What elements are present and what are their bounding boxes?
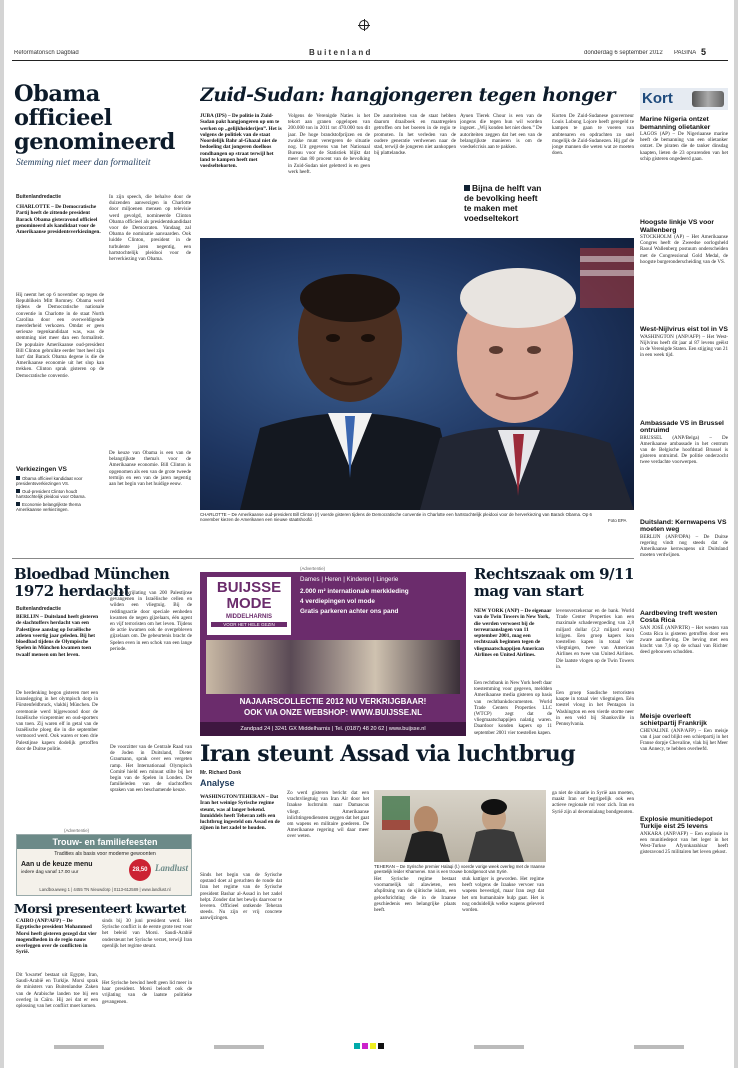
obama-headline: Obama officieel genomineerd [14, 82, 175, 154]
ad-photo-strip [206, 640, 460, 694]
print-marks [14, 1043, 724, 1051]
landlust-deal: Aan u de keuze menu [21, 861, 93, 868]
verkiezingen-item: Oud-president Clinton houdt hartstochtelijk pleidooi voor Obama. [16, 488, 86, 500]
iran-body-4: stuk kattiger is geworden. Het regime heeft volgens de Iraakse vervoer van wapens bevestigd, maar Iran zegt dat het om humanitaire hulp gaat. Het is nog onduidelijk welke wapens geleverd worden. [462, 876, 544, 914]
registration-mark-icon [359, 20, 369, 30]
morsi-body-3: Het Syrische bewind heeft geen lid meer in haar president. Morsi belooft ook de vrijlating van de laatste politieke gevangenen. [102, 980, 192, 1005]
ad-banner-1: NAJAARSCOLLECTIE 2012 NU VERKRIJGBAAR! [239, 697, 427, 706]
iran-body-3: Het Syrische regime bestaat voornamelijk uit alawieten, een afsplitsing van de sjiitische islam, een geloofsrichting die in de Iraanse geschiedenis een belangrijke plaats heeft. [374, 876, 456, 914]
logo-line-2: MODE [226, 595, 272, 612]
munchen-credit: Buitenlandredactie [16, 606, 62, 612]
ad-line-2: 4 verdiepingen vol mode [300, 598, 375, 605]
kort-item-heading: Marine Nigeria ontzet bemanning olietanker [640, 116, 711, 131]
landlust-subhead: Tradities als basis voor moderne gewoonten [54, 851, 156, 857]
sudan-col-3: De autoriteiten van de staat hebben daarom draaiboek en maatregelen getroffen om het boeren in de regio te promoten. In het verleden van de oudere generatie verdwenen naar de stad, terwijl de jongeren niet aankoppen bij plattelandse. [374, 113, 456, 157]
sudan-col-5: Korten De Zuid-Sudanese gouverneur Louis Lobong Lojore heeft geregeld te kampen te gaan te voeren van ambtenaren en opdrachten zo snel mogelijk de Zuid-Sudanezen. Hij gaf de jonge mannen die weten wat ze moeten doen. [552, 113, 634, 157]
logo-line-4: VOOR HET HELE GEZIN [211, 622, 287, 627]
logo-line-3: MIDDELHARNIS [226, 614, 272, 620]
morsi-body-2: sinds bij 30 juni president werd. Het Syrische conflict is de eerste grote test voor het beleid van Morsi. Saudi-Arabië ondersteunt het Syrische verzet, terwijl Iran openlijk het regime steunt. [102, 918, 192, 949]
page-date: donderdag 6 september 2012 [584, 50, 663, 56]
ad-tag-2: (Advertentie) [64, 828, 90, 833]
iran-kicker: Analyse [200, 778, 235, 788]
page-number: 5 [701, 47, 707, 57]
iran-photo [374, 790, 546, 862]
kort-item-text: STOCKHOLM (AP) – Het Amerikaanse Congres heeft de Zweedse oorlogsheld Raoul Wallenberg postuum onderscheiden met de Congressional Gold Medal, de hoogste burgeronderscheiding van de VS. [640, 234, 728, 265]
obama-body-1: Hij neemt het op 6 november op tegen de Republikein Mitt Romney. Obama werd tijdens de Democratische nationale conventie in Charlotte in de staat North Carolina door een overweldigende meerderheid verkozen. Omdat er geen serieuze tegenkandidaat was, was de stemming niet meer dan een formaliteit. De populaire Amerikaanse oud-president Bill Clinton gebruikte eerder 'met heel zijn hart' dat Barack Obama degene is die de Amerikaanse economie uit het slop kan trekken. Clinton sprak gisteren op de Democratische conventie. [16, 292, 104, 379]
munchen-intro: BERLIJN – Duitsland heeft gisteren de slachtoffers herdacht van een Palestijnse aanslag op Israëlische atleten veertig jaar geleden. Bij het bloedbad tijdens de Olympische Spelen in München kwamen toen twaalf mensen om het leven. [16, 614, 98, 658]
munchen-body: De herdenking begon gisteren met een kranslegging in het olympisch dorp in Fürstenfeldbruck, vlakbij München. De ceremonie werd bijgewoond door de Israëlische vicepremier en oud-sporters van toen. Zij waren elf in getal van de Israëlische ploeg die in die september vermoord werd. Ook waren er toen drie Palestijnse kapers dodelijk getroffen door de Duitse politie. [16, 690, 98, 752]
bullet-icon [16, 489, 20, 493]
kort-item-text: LAGOS (AP) – De Nigeriaanse marine heeft de bemanning van een olietanker ontzet. De piraten die de tanker dinsdag kaapten, lieten de 23 opvarenden van het schip gisteren ongedeerd gaan. [640, 131, 728, 162]
rechtszaak-intro: NEW YORK (ANP) – De eigenaar van de Twin Towers in New York, die werden verwoest bij de terreuraanslagen van 11 september 2001, mag een rechtszaak beginnen tegen de vliegmaatschappijen American Airlines en United Airlines. [474, 608, 552, 659]
buijsse-advertisement[interactable] [200, 572, 466, 736]
morsi-body: Dit 'kwartet' bestaat uit Egypte, Iran, Saudi-Arabië en Turkije. Morsi sprak de ministers van Buitenlandse Zaken van de Arabische landen toe bij een overleg in Caïro. Hij zei dat er een oplossing van het conflict moet komen. [16, 972, 98, 1010]
landlust-deal-sub: iedere dag vanaf 17.00 uur [21, 870, 79, 875]
newspaper-page [4, 0, 734, 1068]
obama-subhead: Stemming niet meer dan formaliteit [16, 158, 151, 168]
landlust-footer: Landbouwweg 1 | 4455 TN Nieuwdorp | 0113-612589 | www.landlust.nl [39, 887, 171, 892]
iran-intro: WASHINGTON/TEHERAN – Dat Iran het weinige Syrische regime steunt, was al langer bekend. Inmiddels heeft Teheran zelfs een luchtbrug ingesteld om Assad en de zijnen in het zadel te houden. [200, 794, 280, 832]
munchen-body-3: De voorzitter van de Centrale Raad van de Joden in Duitsland, Dieter Graumann, sprak over een vergeten ramp. Het Internationaal Olympisch Comité hield een minuut stilte bij het begin van de Spelen in Londen. De familieleden van de slachtoffers spraken van een beschamende keuze. [110, 744, 192, 794]
obama-photo-caption: CHARLOTTE – De Amerikaanse oud-president Bill Clinton (r) voerde gisteren tijdens de Democratische conventie in Charlotte een hartstochtelijk pleidooi voor de herverkiezing van Barack Obama. Op 6 november kiezen de Amerikanen een nieuwe staatshoofd. [200, 512, 592, 523]
ad-tag: (Advertentie) [300, 566, 326, 571]
kort-item-text: ANKARA (ANP/AFP) – Een explosie in een munitiedepot van het leger in het West-Turkse Afyonkarahisar heeft gisteravond 25 militairen het leven gekost. [640, 830, 728, 856]
bullet-icon [16, 476, 20, 480]
landlust-advertisement[interactable] [16, 834, 192, 896]
iran-photo-illustration [374, 790, 546, 862]
kort-item-text: CHEVALINE (ANP/AFP) – Een meisje van 4 jaar oud blijkt een schietpartij in het Franse dorpje Chevaline, vlak bij het Meer van Annecy, te hebben overleefd. [640, 727, 728, 753]
kort-item-heading: Hoogste linkje VS voor Wallenberg [640, 219, 715, 234]
rechtszaak-body-2: levensverzekeraar en de bank. World Trade Center Properties kan een maximale schadevergoeding van 2,8 miljard dollar (2,2 miljard euro) krijgen. Een groep kapers kon toestellen kapen in totaal vier vliegtuigen, twee van American Airlines en twee van United Airlines. Die laatste vlogen op de Twin Towers in. [556, 608, 634, 670]
sudan-quote-box [464, 183, 544, 231]
munchen-body-2: ten de vrijlating van 200 Palestijnse gevangenen in Israëlische cellen en wilden een vliegtuig. Bij de reddingsactie door speciale eenheden kwamen de negen gijzelaars, één agent en vijf terroristen om het leven. Tijdens de actie kwamen ook de overgebleven gijzelaars om. De gebeurtenis bracht de Spelen even in een schok van een lange periode. [110, 590, 192, 652]
iran-body-5: ga niet de situatie in Syrië aan moeten, maakt Iran er begrijpelijk ook een actieve regionale rol voor zich. Iran en Syrië zijn al decennialang bondgenoten. [552, 790, 634, 815]
obama-body-2: In zijn speech, die behalve door de duizenden aanwezigen in Charlotte door miljoenen mensen op televisie werd gevolgd, nomineerde Clinton Obama officieel als presidentskandidaat voor de Democraten. Vandaag zal Obama de nominatie aanvaarden. Ook luidde Clinton, president in de turbulente jaren negentig, een hartstochtelijk pleidooi voor de herverkiezing van Obama. [109, 194, 191, 263]
kort-item-heading: Duitsland: Kernwapens VS moeten weg [640, 518, 727, 533]
obama-body-3: De keuze van Obama is een van de belangrijkste thema's voor de Amerikaanse economie. Bill Clinton is opgenomen als een van de grote tweede termijn en een van de jaren negentig aan het begin van het huidige eeuw. [109, 450, 191, 488]
sudan-headline: Zuid-Sudan: hangjongeren tegen honger [200, 84, 615, 106]
paper-name: Reformatorisch Dagblad [14, 50, 79, 56]
rechtszaak-body-3: Een groep Saudische terroristen kaapte in totaal vier vliegtuigen. Eén toestel vloog in het Pentagon in Washington en een vierde stortte neer in een veld bij Shanksville in Pennsylvania. [556, 690, 634, 728]
kort-item-heading: West-Nijlvirus eist tol in VS [640, 326, 728, 333]
sudan-quote: Bijna de helft van de bevolking heeft te maken met voedseltekort [464, 183, 542, 223]
iran-headline: Iran steunt Assad via luchtbrug [200, 742, 576, 766]
page-label: PAGINA [674, 50, 697, 56]
verkiezingen-item: Economie belangrijkste thema Amerikaanse verkiezingen. [16, 501, 81, 513]
kort-title: Kort [642, 90, 673, 107]
obama-clinton-photo [200, 238, 634, 510]
landlust-brand: Landlust [155, 863, 189, 873]
verkiezingen-title: Verkiezingen VS [16, 466, 67, 473]
kort-item-heading: Ambassade VS in Brussel ontruimd [640, 419, 724, 434]
buijsse-logo [206, 576, 292, 636]
quote-bullet-icon [464, 185, 470, 191]
kort-item-heading: Aardbeving treft westen Costa Rica [640, 609, 718, 624]
obama-photo-credit: Foto EPA [608, 518, 627, 523]
ad-categories: Dames | Heren | Kinderen | Lingerie [300, 576, 399, 583]
kort-item-text: BERLIJN (ANP/DPA) – De Duitse regering vindt nog steeds dat de Amerikaanse kernwapens uit Duitsland moeten verdwijnen. [640, 533, 728, 559]
kort-header [640, 88, 728, 110]
kort-item-heading: Explosie munitiedepot Turkije eist 25 levens [640, 815, 713, 830]
obama-intro: CHARLOTTE – De Democratische Partij heeft de zittende president Barack Obama gisteravond officieel genomineerd als kandidaat voor de Amerikaanse presidentsverkiezingen. [16, 204, 101, 236]
kort-item-text: WASHINGTON (ANP/AFP) – Het West-Nijlvirus heeft dit jaar al 87 levens geëist in de Verenigde Staten. Een stijging van 21 in een week tijd. [640, 333, 728, 359]
obama-credit: Buitenlandredactie [16, 194, 62, 200]
verkiezingen-item: Obama officieel kandidaat voor presidentsverkiezingen VS. [16, 476, 83, 487]
sudan-intro: JUBA (IPS) – De politie in Zuid-Sudan pakt hangjongeren op om te werken op „gelijkheiderijen”. Het is volgens de politiek van de staat Noordelijk Bahr al-Ghazal niet de bedoeling dat jongeren doelloos rondhangen op straat terwijl het land te kampen heeft met voedseltekorten. [200, 113, 282, 170]
sudan-col-2: Volgens de Verenigde Naties is het tekort aan granen opgelopen van 200.000 ton in 2011 tot 470.000 ton dit jaar. De hoge brandstofprijzen en de zwakke munt verergeren de situatie nog. Uit gegevens van het Nationaal Bureau voor de Statistiek blijkt dat meer dan 80 procent van de bevolking in Zuid-Sudan niet geletterd is en geen werk heeft. [288, 113, 370, 175]
photo-illustration [200, 238, 634, 510]
kort-item-text: SAN JOSÉ (ANP/RTR) – Het westen van Costa Rica is gisteren getroffen door een zware aardbeving. De beving met een kracht van 7,6 op de schaal van Richter deed gebouwen schudden. [640, 624, 728, 656]
rechtszaak-body: Een rechtbank in New York heeft daar toestemming voor gegeven, meldden Amerikaanse media gisteren op basis van rechtbankdocumenten. World Trade Centers Properties LLC (WTCP) zegt dat de vliegmaatschappijen nalatig waren. Daardoor konden kapers op 11 september 2001 vier toestellen kapen. [474, 680, 552, 736]
kort-item-heading: Meisje overleeft schietpartij Frankrijk [640, 712, 707, 727]
landlust-price-badge: 28,50 [129, 859, 151, 881]
ad-banner-2: OOK VIA ONZE WEBSHOP: WWW.BUIJSSE.NL [244, 708, 422, 717]
section-title: B u i t e n l a n d [309, 48, 371, 57]
sudan-col-4: Ayuen Tierek Chour is een van de jongens die tegen hun wil worden ingezet. „Wij konden het niet doen.” De autoriteiten zeggen dat het een van de belangrijkste manieren is om de voedselcrisis aan te pakken. [460, 113, 542, 151]
logo-line-1: BUIJSSE [216, 579, 282, 596]
bullet-icon [16, 502, 20, 506]
ad-line-3: Gratis parkeren achter ons pand [300, 608, 399, 615]
ad-address: Zandpad 24 | 3241 GX Middelharnis | Tel. (0187) 48 20 62 | www.buijsse.nl [200, 722, 466, 736]
iran-photo-caption: TEHERAN – De Syrische premier Halaqi (l.) voerde vorige week overleg met de Iraanse geestelijk leider Khamenei. Iran is een trouwe bondgenoot van Syrië. [374, 864, 546, 875]
world-map-icon [692, 91, 724, 107]
kort-list [640, 116, 728, 1056]
morsi-headline: Morsi presenteert kwartet [14, 902, 186, 916]
verkiezingen-box [16, 466, 104, 556]
ad-line-1: 2.000 m² internationale merkkleding [300, 588, 409, 595]
kort-item-text: BRUSSEL (ANP/Belga) – De Amerikaanse ambassade in het centrum van de Belgische hoofdstad Brussel is gisteren ontruimd. De politie onderzocht twee verdachte voorwerpen. [640, 434, 728, 466]
section-rule [12, 558, 634, 559]
munchen-headline: Bloedbad München 1972 herdacht [14, 566, 170, 600]
rechtszaak-headline: Rechtszaak om 9/11 mag van start [474, 566, 634, 600]
morsi-intro: CAIRO (ANP/AFP) – De Egyptische president Mohammed Morsi heeft gisteren gezegd dat vier mogendheden in de regio nauw overleggen over de conflicten in Syrië. [16, 918, 97, 956]
header-rule [12, 60, 728, 61]
iran-body-2: Zo werd gisteren bericht dat een vrachtvliegtuig van Iran Air door het Iraakse luchtruim naar Damascus vliegt. Amerikaanse inlichtingendiensten zeggen dat het gaat om wapens en militaire goederen. De Amerikaanse regering wil daar meer over weten. [287, 790, 369, 840]
iran-body-1: Sinds het begin van de Syrische opstand doet al geruchten de ronde dat Iran het regime van de Syrische president Bashar al-Assad in het zadel helpt. Zonder dat het bewijs daarvoor te leveren. Officieel ontkende Teheran steeds. Nu zijn er vrij concrete aanwijzingen. [200, 872, 282, 922]
landlust-headline: Trouw- en familiefeesten [17, 835, 192, 849]
iran-author: Mr. Richard Donk [200, 770, 242, 776]
